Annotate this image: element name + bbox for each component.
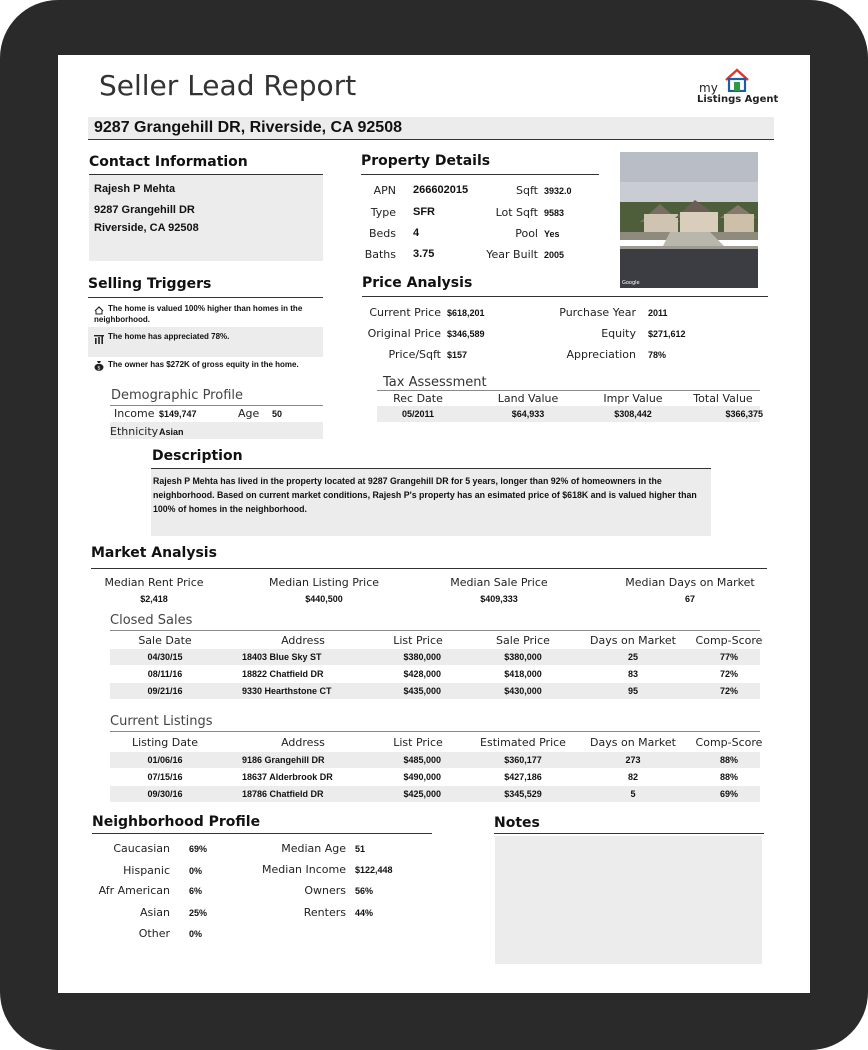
neighborhood-heading: Neighborhood Profile [92,814,261,830]
table-header: Address [281,736,325,749]
property-value: SFR [413,206,435,218]
market-stat-value: $440,500 [305,594,343,604]
table-cell: 01/06/16 [147,755,183,765]
contact-heading: Contact Information [89,154,248,170]
table-cell: 18637 Alderbrook DR [242,772,333,782]
neighborhood-value: $122,448 [355,865,393,875]
tax-header: Total Value [693,392,753,405]
neighborhood-value: 0% [189,929,203,939]
trigger-item-valued: The home is valued 100% higher than homes in the neighborhood. [94,304,303,324]
price-label: Original Price [367,327,441,340]
age-label: Age [238,407,260,420]
ethnicity-label: Ethnicity [110,425,159,438]
table-header: Estimated Price [480,736,566,749]
market-stat-value: $409,333 [480,594,518,604]
market-stat-value: 67 [684,594,695,604]
market-stat-label: Median Listing Price [268,576,380,589]
property-label: Year Built [486,248,538,261]
property-label: Type [370,206,396,219]
table-cell: 9186 Grangehill DR [242,755,325,765]
description-text: Rajesh P Mehta has lived in the property located at 9287 Grangehill DR for 5 years, longer than 92% of homeowners in the neighborhood. Based on current market conditions, Rajesh P's property has an esimated price of $618K and is valued higher than 100% of homes in the neighborhood. [153,476,697,514]
table-cell: 5 [630,789,636,799]
neighborhood-value: 51 [355,844,366,854]
neighborhood-label: Median Age [281,842,346,855]
table-cell: 273 [625,755,641,765]
table-cell: $425,000 [403,789,441,799]
neighborhood-value: 0% [189,866,203,876]
property-label: Beds [368,227,396,240]
table-cell: 09/30/16 [147,789,183,799]
table-cell: 88% [719,772,738,782]
property-heading: Property Details [361,153,491,169]
tax-header: Land Value [497,392,559,405]
table-cell: 18786 Chatfield DR [242,789,324,799]
table-cell: $485,000 [403,755,441,765]
current-listings-heading: Current Listings [110,714,213,729]
price-value: $157 [447,350,468,360]
ethnicity-value: Asian [159,427,184,437]
table-cell: 25 [627,652,638,662]
tax-header: Rec Date [393,392,443,405]
property-label: Sqft [516,184,538,197]
property-value: 2005 [544,250,565,260]
tax-cell: 05/2011 [401,409,435,419]
table-cell: $380,000 [504,652,542,662]
market-heading: Market Analysis [91,545,217,561]
table-header: Listing Date [131,736,199,749]
tax-cell: $308,442 [614,409,652,419]
property-value: 9583 [544,208,565,218]
logo-my: my [699,81,718,95]
table-cell: 82 [627,772,638,782]
tax-cell: $64,933 [511,409,545,419]
property-photo [620,152,758,288]
table-cell: $435,000 [403,686,441,696]
trigger-item-appreciated: The home has appreciated 78%. [108,332,230,341]
price-value: 78% [648,350,667,360]
price-label: Appreciation [566,348,636,361]
table-cell: 07/15/16 [147,772,183,782]
table-cell: 72% [719,669,738,679]
neighborhood-label: Afr American [98,884,170,897]
demographic-heading: Demographic Profile [111,388,243,403]
contact-street: 9287 Grangehill DR [94,204,195,216]
table-header: Comp-Score [695,736,763,749]
table-cell: 72% [719,686,738,696]
property-label: APN [373,184,396,197]
market-stat-label: Median Sale Price [450,576,548,589]
price-value: $346,589 [447,329,485,339]
bar-chart-icon [94,331,104,349]
table-header: Days on Market [590,634,676,647]
table-cell: $380,000 [403,652,441,662]
table-cell: 08/11/16 [147,669,183,679]
tax-heading: Tax Assessment [383,375,487,390]
logo [694,67,779,109]
neighborhood-label: Asian [139,906,170,919]
table-cell: $360,177 [504,755,542,765]
property-value: 4 [413,227,420,239]
report-address: 9287 Grangehill DR, Riverside, CA 92508 [94,119,402,136]
neighborhood-value: 44% [355,908,374,918]
table-cell: $418,000 [504,669,542,679]
report-page [58,55,810,993]
neighborhood-label: Hispanic [123,864,170,877]
table-cell: 9330 Hearthstone CT [242,686,332,696]
market-stat-label: Median Days on Market [625,576,755,589]
property-label: Baths [364,248,396,261]
price-label: Current Price [369,306,441,319]
price-value: $271,612 [648,329,686,339]
price-value: $618,201 [447,308,485,318]
table-header: List Price [393,634,443,647]
table-cell: 18403 Blue Sky ST [242,652,322,662]
age-value: 50 [272,409,283,419]
property-value: 266602015 [413,184,469,196]
table-cell: 88% [719,755,738,765]
neighborhood-label: Renters [303,906,346,919]
table-cell: 04/30/15 [147,652,183,662]
money-bag-icon [94,358,104,376]
logo-name: Listings Agent [697,94,779,105]
neighborhood-label: Caucasian [113,842,170,855]
neighborhood-label: Owners [304,884,346,897]
property-value: 3.75 [413,248,435,260]
table-header: Comp-Score [695,634,763,647]
price-heading: Price Analysis [362,275,473,291]
neighborhood-value: 25% [189,908,208,918]
table-cell: $430,000 [504,686,542,696]
table-cell: 18822 Chatfield DR [242,669,324,679]
neighborhood-label: Median Income [262,863,346,876]
neighborhood-value: 69% [189,844,208,854]
notes-heading: Notes [494,815,540,831]
price-label: Price/Sqft [388,348,441,361]
table-header: List Price [393,736,443,749]
closed-sales-heading: Closed Sales [110,613,193,628]
svg-text:$: $ [97,365,101,371]
price-value: 2011 [648,308,668,318]
triggers-heading: Selling Triggers [88,276,212,292]
price-label: Equity [601,327,636,340]
contact-city: Riverside, CA 92508 [94,222,199,234]
house-icon [724,68,750,92]
table-cell: $427,186 [504,772,542,782]
table-cell: 95 [627,686,638,696]
price-label: Purchase Year [559,306,636,319]
neighborhood-value: 56% [355,886,374,896]
table-cell: 77% [719,652,738,662]
table-cell: $428,000 [403,669,441,679]
description-heading: Description [152,448,243,464]
income-label: Income [114,407,155,420]
neighborhood-label: Other [138,927,170,940]
table-header: Sale Price [496,634,550,647]
contact-name: Rajesh P Mehta [94,183,176,195]
table-cell: 83 [627,669,638,679]
table-cell: $345,529 [504,789,542,799]
tax-cell: $366,375 [725,409,763,419]
table-header: Days on Market [590,736,676,749]
table-header: Address [281,634,325,647]
photo-watermark: Google [622,280,640,286]
income-value: $149,747 [159,409,197,419]
market-stat-value: $2,418 [140,594,168,604]
table-header: Sale Date [138,634,192,647]
market-stat-label: Median Rent Price [104,576,204,589]
property-label: Lot Sqft [495,206,538,219]
notes-box[interactable] [495,836,762,964]
trigger-item-equity: The owner has $272K of gross equity in the home. [108,360,299,369]
property-value: 3932.0 [544,186,572,196]
table-cell: 09/21/16 [147,686,183,696]
table-cell: 69% [719,789,738,799]
table-cell: $490,000 [403,772,441,782]
page-title: Seller Lead Report [99,69,357,102]
property-value: Yes [544,229,560,239]
neighborhood-value: 6% [189,886,203,896]
property-label: Pool [515,227,538,240]
tax-header: Impr Value [603,392,663,405]
